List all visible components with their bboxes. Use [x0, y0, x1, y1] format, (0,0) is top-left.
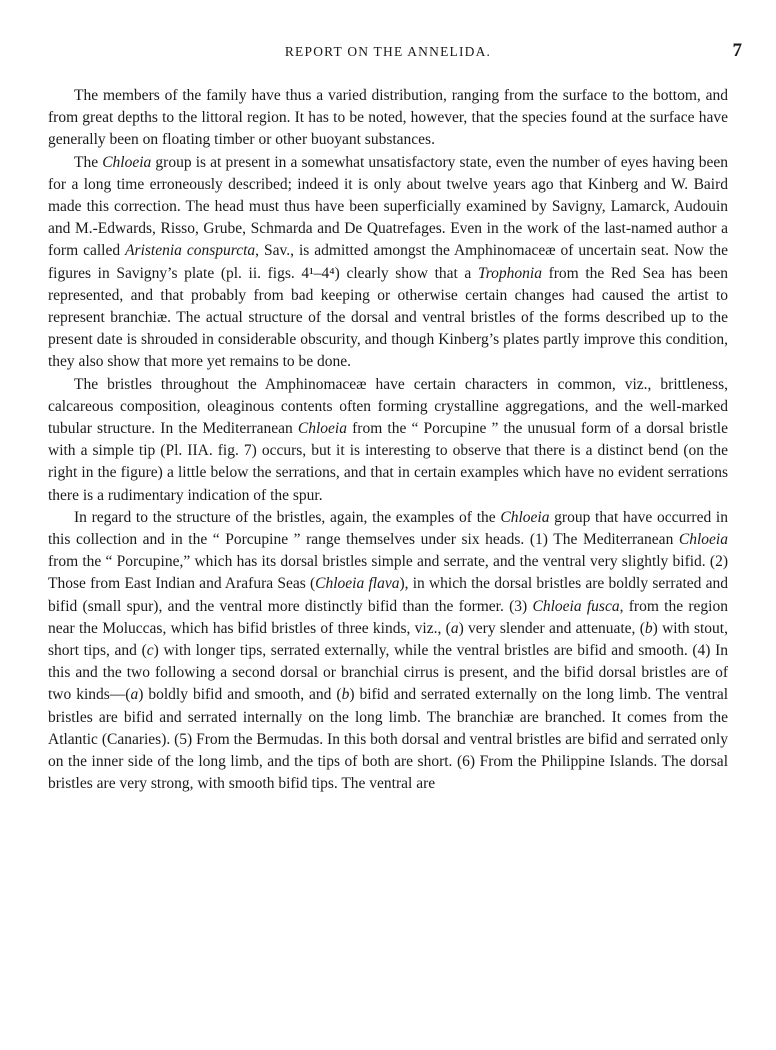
italic-term: b	[341, 686, 350, 704]
italic-term: a	[450, 619, 459, 637]
text-run: group that have occurred in this collection and in the “ Porcupine ” range themselves under six heads. (1) The Mediterranean	[48, 508, 728, 549]
italic-term: Chloeia	[297, 420, 347, 438]
text-run: In regard to the structure of the bristles, again, the examples of the	[74, 508, 501, 526]
text-run: from the “ Porcupine,” which has its dorsal bristles simple and serrate, and the ventral very slightly bifid. (2) Those from East Indian and Arafura Seas (	[48, 553, 728, 593]
text-run: ) with stout, short tips, and (	[48, 619, 728, 660]
italic-term: Chloeia	[500, 508, 550, 526]
text-run: , Sav., is admitted amongst the Amphinomaceæ of uncertain seat. Now the figures in Savigny’s plate (pl. ii. figs. 4¹–4⁴) clearly show that a	[48, 242, 728, 282]
paragraph	[48, 85, 728, 152]
text-run: ) boldly bifid and smooth, and (	[138, 686, 342, 704]
paragraph	[48, 507, 728, 796]
italic-term: Chloeia fusca	[532, 597, 620, 615]
text-run: ), in which the dorsal bristles are boldly serrated and bifid (small spur), and the ventral more distinctly bifid than the former. (3)	[48, 575, 728, 615]
italic-term: Chloeia	[678, 531, 728, 549]
text-run: ) with longer tips, serrated externally, while the ventral bristles are bifid and smooth. (4) In this and the two following a second dorsal or branchial cirrus is present, and the bifid dorsal bristles are of two kinds—(	[48, 642, 729, 704]
italic-term: Chloeia	[102, 153, 152, 171]
italic-term: Aristenia conspurcta	[125, 242, 256, 260]
text-run: from the Red Sea has been represented, and that probably from bad keeping or otherwise certain changes had caused the artist to represent branchiæ. The actual structure of the dorsal and ventral bristles of the forms described up to the present date is shrouded in considerable obscurity, and though Kinberg’s plates partly improve this condition, they also show that more yet remains to be done.	[48, 264, 728, 371]
text-run: The members of the family have thus a varied distribution, ranging from the surface to the bottom, and from great depths to the littoral region. It has to be noted, however, that the species found at the surface have generally been on floating timber or other buoyant substances.	[48, 87, 728, 149]
italic-term: b	[644, 619, 653, 637]
italic-term: c	[146, 642, 154, 660]
text-run: The	[74, 153, 103, 171]
page-number: 7	[732, 40, 742, 61]
text-run: ) very slender and attenuate, (	[458, 619, 645, 637]
paragraph	[48, 374, 728, 507]
paragraph	[48, 152, 728, 374]
italic-term: a	[130, 686, 139, 704]
body-text	[48, 85, 728, 796]
text-run: from the “ Porcupine ” the unusual form of a dorsal bristle with a simple tip (Pl. IIA. fig. 7) occurs, but it is interesting to observe that there is a distinct bend (on the right in the figure) a little below the serrations, and that in certain examples which have no evident serrations there is a rudimentary indication of the spur.	[48, 420, 728, 504]
italic-term: Trophonia	[477, 264, 542, 282]
text-run: The bristles throughout the Amphinomaceæ have certain characters in common, viz., brittleness, calcareous composition, oleaginous contents often forming crystalline aggregations, and the well-marked tubular structure. In the Mediterranean	[48, 375, 728, 438]
text-run: ) bifid and serrated externally on the long limb. The ventral bristles are bifid and serrated internally on the long limb. The branchiæ are branched. It comes from the Atlantic (Canaries). (5) From the Bermudas. In this both dorsal and ventral bristles are bifid and serrated only on the inner side of the long limb, and the tips of both are short. (6) From the Philippine Islands. The dorsal bristles are very strong, with smooth bifid tips. The ventral are	[48, 686, 729, 793]
text-run: , from the region near the Moluccas, which has bifid bristles of three kinds, viz., (	[48, 597, 728, 637]
text-run: group is at present in a somewhat unsatisfactory state, even the number of eyes having been for a long time erroneously described; indeed it is only about twelve years ago that Kinberg and W. Baird made this correction. The head must thus have been superficially examined by Savigny, Lamarck, Audouin and M.-Edwards, Risso, Grube, Schmarda and De Quatrefages. Even in the work of the last-named author a form called	[48, 153, 728, 260]
italic-term: Chloeia flava	[315, 575, 400, 593]
running-title: REPORT ON THE ANNELIDA.	[284, 44, 492, 59]
page-header	[0, 40, 776, 70]
